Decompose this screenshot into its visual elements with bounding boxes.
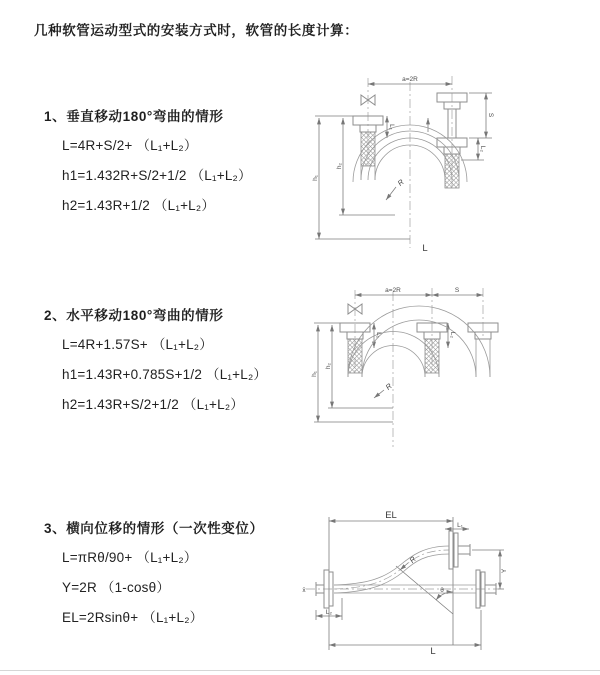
axis-mark-label: x̄: [302, 587, 306, 594]
dim-label-h2: h₂: [325, 362, 332, 370]
section-2-formula-h1: h1=1.43R+0.785S+1/2 （L₁+L₂）: [62, 367, 268, 382]
radius-label: R: [395, 177, 406, 188]
centerlines: [306, 550, 498, 589]
section-1-heading: 1、垂直移动180°弯曲的情形: [44, 109, 224, 124]
section-3-heading: 3、横向位移的情形（一次性变位）: [44, 521, 264, 536]
dim-label-h1: h₁: [312, 175, 319, 181]
hose-fittings: [340, 323, 498, 339]
length-label: L: [422, 243, 428, 254]
dimension-lines: [315, 84, 492, 239]
dim-label-a2r: a=2R: [385, 287, 401, 294]
radius-label: R: [383, 381, 394, 392]
dim-label-l1: L₁: [375, 332, 382, 338]
page-title: 几种软管运动型式的安装方式时，软管的长度计算：: [34, 23, 359, 38]
dim-label-s: S: [487, 112, 494, 118]
dim-label-l2: L₂: [479, 145, 486, 153]
diagram-horizontal-180-bend: [296, 282, 592, 464]
length-label: L: [430, 646, 436, 656]
hose-curves: [348, 306, 490, 377]
section-3-formula-L: L=πRθ/90+ （L₁+L₂）: [62, 550, 198, 565]
radius-label: R: [407, 554, 418, 565]
section-2-formula-h2: h2=1.43R+S/2+1/2 （L₁+L₂）: [62, 397, 244, 412]
section-1-formula-L: L=4R+S/2+ （L₁+L₂）: [62, 138, 198, 153]
dim-label-l2: L₂: [325, 609, 333, 616]
dim-label-a2r: a=2R: [402, 76, 418, 83]
section-2-heading: 2、水平移动180°弯曲的情形: [44, 308, 224, 323]
diagram-vertical-180-bend: [303, 70, 565, 260]
section-1-formula-h2: h2=1.43R+1/2 （L₁+L₂）: [62, 198, 216, 213]
dim-label-l2: L₂: [449, 331, 456, 339]
dim-label-el: EL: [385, 510, 397, 521]
dim-label-l1: L₁: [388, 124, 395, 130]
dim-label-l1: L₁: [457, 522, 463, 529]
centerlines: [355, 288, 483, 447]
section-3-formula-Y: Y=2R （1-cosθ）: [62, 580, 171, 595]
page-bottom-border: [0, 670, 600, 671]
hose-curves: [334, 546, 476, 593]
dim-label-h1: h₁: [311, 371, 318, 377]
section-1-formula-h1: h1=1.432R+S/2+1/2 （L₁+L₂）: [62, 168, 252, 183]
dim-label-y: Y: [501, 568, 508, 574]
angle-label: θ: [440, 587, 444, 594]
section-3-formula-EL: EL=2Rsinθ+ （L₁+L₂）: [62, 610, 204, 625]
diagram-lateral-displacement: [296, 504, 592, 656]
dimension-lines: [314, 295, 483, 422]
dim-label-h2: h₂: [336, 162, 343, 170]
section-2-formula-L: L=4R+1.57S+ （L₁+L₂）: [62, 337, 213, 352]
dim-label-s: S: [454, 287, 460, 294]
